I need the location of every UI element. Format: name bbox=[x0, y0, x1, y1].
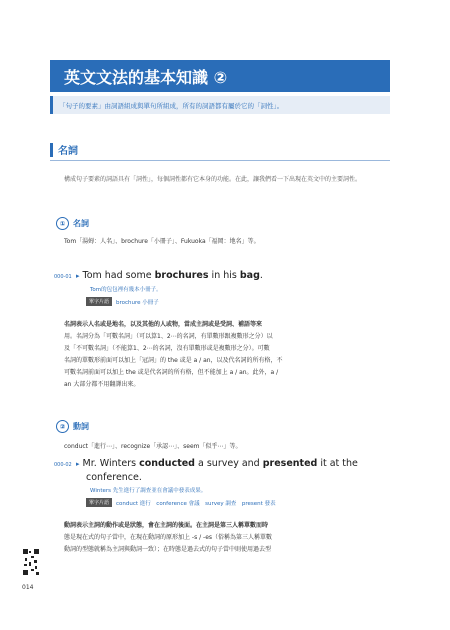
verb-examples: conduct「進行⋯」、recognize「承認⋯」、seem「似乎⋯」等。 bbox=[64, 443, 242, 450]
example-sentence-2 bbox=[54, 458, 358, 469]
example-english bbox=[83, 270, 263, 281]
subheading-verb bbox=[56, 420, 89, 433]
example-part: Tom had some bbox=[82, 270, 155, 281]
example-keyword: brochures bbox=[154, 270, 209, 281]
noun-note-line: 名詞的單數形前面可以加上「冠詞」的 the 或是 a / an，以及代名詞的所有格，不 bbox=[64, 357, 283, 364]
example-translation: Winters 先生進行了調查並在會議中發表成果。 bbox=[90, 488, 207, 494]
example-part: Mr. Winters bbox=[82, 458, 140, 469]
noun-examples: Tom「湯姆：人名」、brochure「小冊子」、Fukuoka「福岡：地名」等。 bbox=[64, 238, 260, 245]
example-keyword: conducted bbox=[139, 458, 195, 469]
verb-note-line: 動詞的型態就稱為主詞與動詞一致）；在時態是過去式的句子當中則使用過去型 bbox=[64, 546, 272, 553]
section-intro-paragraph: 構成句子要素的詞語具有「詞性」，每個詞性都有它本身的功能。在此，讓我們看一下出現在英文中的主要詞性。 bbox=[64, 176, 362, 183]
qr-code-icon bbox=[22, 548, 40, 576]
vocab-tag: 單字片語 bbox=[86, 498, 112, 507]
verb-note-line: 態是現在式的句子當中，在現在動詞的原形加上 -s / -es（俗稱為第三人稱單數 bbox=[64, 534, 273, 541]
arrow-icon: ▸ bbox=[76, 460, 80, 468]
example-translation: Tom的包包裡有幾本小冊子。 bbox=[90, 287, 162, 293]
noun-note-line: 名詞表示人名或是地名，以及其他的人或物，當成主詞或是受詞、補語等來 bbox=[64, 321, 263, 328]
noun-note-line: 及「不可數名詞」（不能算1、2⋯的名詞，沒有單數形或是複數形之分）。可數 bbox=[64, 345, 270, 352]
page-title: 英文文法的基本知識 ② bbox=[50, 60, 390, 92]
vocab-text: brochure 小冊子 bbox=[116, 299, 159, 306]
vocab-text: conduct 進行 conference 會議 survey 調查 present 發表 bbox=[116, 500, 276, 507]
noun-note-line: 可數名詞前面可以加上 the 或是代名詞的所有格，但不能加上 a / an。此外，a / bbox=[64, 369, 279, 376]
section-heading-label: 名詞 bbox=[58, 146, 78, 157]
audio-track-label: 000-02 bbox=[54, 462, 72, 468]
section-divider bbox=[50, 160, 390, 161]
intro-banner: 「句子的要素」由詞語組成與單句所組成，所有的詞語都有屬於它的「詞性」。 bbox=[50, 96, 390, 114]
subheading-noun bbox=[56, 217, 89, 230]
page-number: 014 bbox=[22, 584, 34, 591]
example-part: . bbox=[259, 270, 263, 281]
vocab-box bbox=[86, 297, 159, 306]
section-bar bbox=[50, 143, 53, 157]
subheading-label: 動詞 bbox=[73, 422, 89, 431]
subheading-label: 名詞 bbox=[73, 219, 89, 228]
example-sentence-1 bbox=[54, 270, 263, 281]
audio-track-label: 000-01 bbox=[54, 274, 72, 280]
example-keyword: bag bbox=[239, 270, 260, 281]
verb-note-line: 動詞表示主詞的動作或是狀態，會在主詞的後面。在主詞是第三人稱單數而時 bbox=[64, 522, 269, 529]
section-heading-noun bbox=[50, 142, 78, 157]
example-keyword: presented bbox=[262, 458, 318, 469]
example-part: in his bbox=[208, 270, 240, 281]
vocab-box bbox=[86, 498, 276, 507]
example-part: it at the bbox=[317, 458, 358, 469]
example-english-continued: conference. bbox=[86, 472, 142, 483]
vocab-tag: 單字片語 bbox=[86, 297, 112, 306]
example-part: a survey and bbox=[194, 458, 263, 469]
noun-note-line: an 大部分都不用翻譯出來。 bbox=[64, 381, 140, 388]
example-english bbox=[83, 458, 358, 469]
number-badge: ② bbox=[56, 420, 69, 433]
noun-note-line: 用。名詞分為「可數名詞」（可以算1、2⋯的名詞，有單數形跟複數形之分）以 bbox=[64, 333, 273, 340]
arrow-icon: ▸ bbox=[76, 272, 80, 280]
number-badge: ① bbox=[56, 217, 69, 230]
